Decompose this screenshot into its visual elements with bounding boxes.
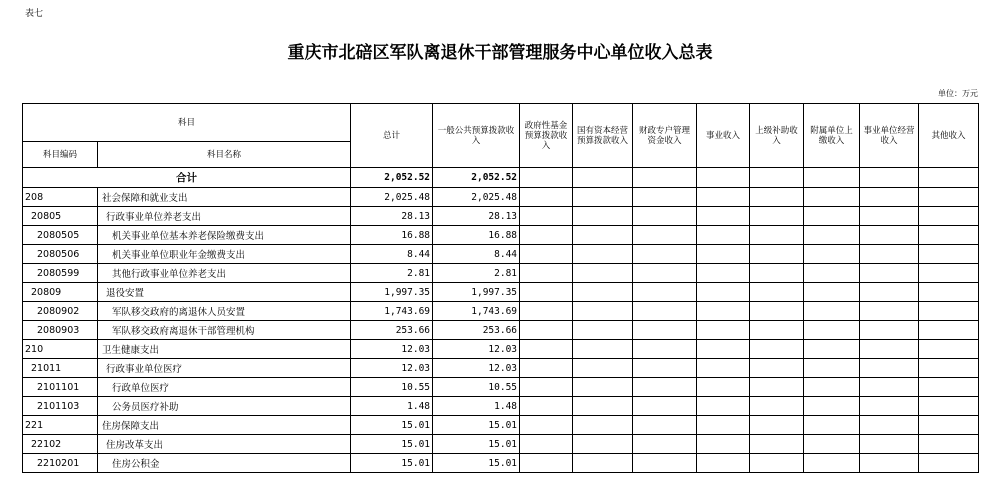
general-budget-value: 28.13 xyxy=(433,207,520,226)
empty-cell xyxy=(919,397,979,416)
empty-cell xyxy=(919,207,979,226)
empty-cell xyxy=(520,454,573,473)
empty-cell xyxy=(750,245,804,264)
table-row xyxy=(23,226,979,245)
empty-cell xyxy=(919,168,979,188)
empty-cell xyxy=(919,302,979,321)
table-row xyxy=(23,397,979,416)
empty-cell xyxy=(520,283,573,302)
empty-cell xyxy=(697,454,750,473)
empty-cell xyxy=(633,283,697,302)
general-budget-value: 16.88 xyxy=(433,226,520,245)
subject-name: 卫生健康支出 xyxy=(98,340,351,359)
subject-code: 2080902 xyxy=(23,302,98,321)
table-row xyxy=(23,435,979,454)
empty-cell xyxy=(860,207,919,226)
empty-cell xyxy=(750,264,804,283)
empty-cell xyxy=(573,207,633,226)
empty-cell xyxy=(860,168,919,188)
subject-code: 2080903 xyxy=(23,321,98,340)
empty-cell xyxy=(573,264,633,283)
total-value: 1,743.69 xyxy=(351,302,433,321)
empty-cell xyxy=(697,245,750,264)
empty-cell xyxy=(804,188,860,207)
empty-cell xyxy=(750,283,804,302)
empty-cell xyxy=(750,226,804,245)
empty-cell xyxy=(633,264,697,283)
empty-cell xyxy=(804,359,860,378)
total-value: 15.01 xyxy=(351,416,433,435)
empty-cell xyxy=(697,188,750,207)
header-general-budget: 一般公共预算拨款收入 xyxy=(433,104,520,168)
subject-code: 2080599 xyxy=(23,264,98,283)
empty-cell xyxy=(520,264,573,283)
header-gov-fund: 政府性基金预算拨款收入 xyxy=(520,104,573,168)
total-label: 合计 xyxy=(23,168,351,188)
header-total: 总计 xyxy=(351,104,433,168)
empty-cell xyxy=(919,321,979,340)
table-row xyxy=(23,416,979,435)
header-business: 事业收入 xyxy=(697,104,750,168)
empty-cell xyxy=(520,359,573,378)
subject-name: 公务员医疗补助 xyxy=(98,397,351,416)
empty-cell xyxy=(697,321,750,340)
empty-cell xyxy=(860,454,919,473)
empty-cell xyxy=(520,416,573,435)
empty-cell xyxy=(573,359,633,378)
general-budget-value: 15.01 xyxy=(433,435,520,454)
total-general: 2,052.52 xyxy=(433,168,520,188)
empty-cell xyxy=(804,397,860,416)
empty-cell xyxy=(750,378,804,397)
empty-cell xyxy=(860,397,919,416)
income-table xyxy=(22,103,979,473)
header-subject: 科目 xyxy=(23,104,351,142)
general-budget-value: 15.01 xyxy=(433,416,520,435)
subject-name: 其他行政事业单位养老支出 xyxy=(98,264,351,283)
empty-cell xyxy=(697,435,750,454)
total-row xyxy=(23,168,979,188)
empty-cell xyxy=(697,264,750,283)
empty-cell xyxy=(804,302,860,321)
empty-cell xyxy=(697,168,750,188)
empty-cell xyxy=(633,397,697,416)
empty-cell xyxy=(573,283,633,302)
table-row xyxy=(23,378,979,397)
empty-cell xyxy=(860,226,919,245)
empty-cell xyxy=(804,283,860,302)
empty-cell xyxy=(520,168,573,188)
subject-name: 行政事业单位养老支出 xyxy=(98,207,351,226)
header-superior-subsidy: 上级补助收入 xyxy=(750,104,804,168)
empty-cell xyxy=(804,226,860,245)
empty-cell xyxy=(633,340,697,359)
empty-cell xyxy=(804,454,860,473)
empty-cell xyxy=(860,264,919,283)
total-value: 1,997.35 xyxy=(351,283,433,302)
table-row xyxy=(23,321,979,340)
header-row-1 xyxy=(23,104,979,142)
total-value: 2,025.48 xyxy=(351,188,433,207)
empty-cell xyxy=(633,359,697,378)
total-value: 8.44 xyxy=(351,245,433,264)
empty-cell xyxy=(697,416,750,435)
empty-cell xyxy=(750,397,804,416)
empty-cell xyxy=(750,416,804,435)
empty-cell xyxy=(919,283,979,302)
empty-cell xyxy=(919,359,979,378)
empty-cell xyxy=(860,283,919,302)
header-code: 科目编码 xyxy=(23,142,98,168)
empty-cell xyxy=(750,207,804,226)
empty-cell xyxy=(860,188,919,207)
empty-cell xyxy=(750,454,804,473)
subject-code: 2080505 xyxy=(23,226,98,245)
subject-name: 行政单位医疗 xyxy=(98,378,351,397)
empty-cell xyxy=(860,245,919,264)
empty-cell xyxy=(860,435,919,454)
table-row xyxy=(23,302,979,321)
subject-name: 军队移交政府离退休干部管理机构 xyxy=(98,321,351,340)
empty-cell xyxy=(573,188,633,207)
empty-cell xyxy=(804,340,860,359)
empty-cell xyxy=(697,226,750,245)
subject-code: 210 xyxy=(23,340,98,359)
empty-cell xyxy=(860,340,919,359)
empty-cell xyxy=(520,226,573,245)
empty-cell xyxy=(919,340,979,359)
empty-cell xyxy=(697,340,750,359)
table-label: 表七 xyxy=(25,9,44,19)
header-special-fund: 财政专户管理资金收入 xyxy=(633,104,697,168)
total-value: 10.55 xyxy=(351,378,433,397)
general-budget-value: 2,025.48 xyxy=(433,188,520,207)
header-name: 科目名称 xyxy=(98,142,351,168)
empty-cell xyxy=(750,359,804,378)
empty-cell xyxy=(919,378,979,397)
general-budget-value: 10.55 xyxy=(433,378,520,397)
general-budget-value: 1,743.69 xyxy=(433,302,520,321)
empty-cell xyxy=(860,416,919,435)
page-title: 重庆市北碚区军队离退休干部管理服务中心单位收入总表 xyxy=(287,43,713,63)
empty-cell xyxy=(804,435,860,454)
general-budget-value: 2.81 xyxy=(433,264,520,283)
empty-cell xyxy=(804,321,860,340)
empty-cell xyxy=(750,321,804,340)
table-row xyxy=(23,188,979,207)
empty-cell xyxy=(804,168,860,188)
total-value: 1.48 xyxy=(351,397,433,416)
empty-cell xyxy=(573,378,633,397)
empty-cell xyxy=(919,226,979,245)
table-row xyxy=(23,340,979,359)
empty-cell xyxy=(573,435,633,454)
empty-cell xyxy=(520,397,573,416)
total-value: 12.03 xyxy=(351,340,433,359)
empty-cell xyxy=(573,416,633,435)
empty-cell xyxy=(697,397,750,416)
empty-cell xyxy=(860,378,919,397)
table-row xyxy=(23,359,979,378)
total-value: 12.03 xyxy=(351,359,433,378)
subject-code: 2080506 xyxy=(23,245,98,264)
empty-cell xyxy=(520,321,573,340)
empty-cell xyxy=(697,207,750,226)
subject-name: 退役安置 xyxy=(98,283,351,302)
subject-name: 机关事业单位基本养老保险缴费支出 xyxy=(98,226,351,245)
subject-code: 2101103 xyxy=(23,397,98,416)
subject-name: 住房公积金 xyxy=(98,454,351,473)
empty-cell xyxy=(919,454,979,473)
total-value: 253.66 xyxy=(351,321,433,340)
general-budget-value: 1.48 xyxy=(433,397,520,416)
header-operation: 事业单位经营收入 xyxy=(860,104,919,168)
subject-name: 住房改革支出 xyxy=(98,435,351,454)
general-budget-value: 8.44 xyxy=(433,245,520,264)
empty-cell xyxy=(520,378,573,397)
empty-cell xyxy=(919,416,979,435)
general-budget-value: 15.01 xyxy=(433,454,520,473)
subject-name: 社会保障和就业支出 xyxy=(98,188,351,207)
subject-code: 221 xyxy=(23,416,98,435)
empty-cell xyxy=(697,359,750,378)
empty-cell xyxy=(804,245,860,264)
empty-cell xyxy=(573,302,633,321)
empty-cell xyxy=(633,245,697,264)
empty-cell xyxy=(520,302,573,321)
empty-cell xyxy=(633,207,697,226)
empty-cell xyxy=(573,397,633,416)
empty-cell xyxy=(860,321,919,340)
empty-cell xyxy=(633,188,697,207)
unit-label: 单位：万元 xyxy=(938,89,978,98)
general-budget-value: 12.03 xyxy=(433,359,520,378)
empty-cell xyxy=(633,454,697,473)
empty-cell xyxy=(573,226,633,245)
header-state-capital: 国有资本经营预算拨款收入 xyxy=(573,104,633,168)
empty-cell xyxy=(860,302,919,321)
total-value: 28.13 xyxy=(351,207,433,226)
empty-cell xyxy=(750,188,804,207)
empty-cell xyxy=(919,188,979,207)
subject-code: 20809 xyxy=(23,283,98,302)
empty-cell xyxy=(804,207,860,226)
header-other: 其他收入 xyxy=(919,104,979,168)
subject-code: 21011 xyxy=(23,359,98,378)
empty-cell xyxy=(697,283,750,302)
empty-cell xyxy=(573,321,633,340)
empty-cell xyxy=(633,435,697,454)
empty-cell xyxy=(919,245,979,264)
general-budget-value: 253.66 xyxy=(433,321,520,340)
empty-cell xyxy=(750,168,804,188)
empty-cell xyxy=(520,435,573,454)
subject-name: 行政事业单位医疗 xyxy=(98,359,351,378)
subject-name: 住房保障支出 xyxy=(98,416,351,435)
empty-cell xyxy=(633,226,697,245)
empty-cell xyxy=(750,302,804,321)
subject-code: 20805 xyxy=(23,207,98,226)
empty-cell xyxy=(750,340,804,359)
empty-cell xyxy=(697,378,750,397)
empty-cell xyxy=(520,188,573,207)
header-affiliated: 附属单位上缴收入 xyxy=(804,104,860,168)
empty-cell xyxy=(919,264,979,283)
table-row xyxy=(23,207,979,226)
empty-cell xyxy=(633,378,697,397)
empty-cell xyxy=(804,416,860,435)
general-budget-value: 1,997.35 xyxy=(433,283,520,302)
empty-cell xyxy=(633,321,697,340)
empty-cell xyxy=(750,435,804,454)
total-value: 16.88 xyxy=(351,226,433,245)
subject-code: 2101101 xyxy=(23,378,98,397)
table-row xyxy=(23,454,979,473)
empty-cell xyxy=(919,435,979,454)
empty-cell xyxy=(573,245,633,264)
total-value: 2.81 xyxy=(351,264,433,283)
subject-code: 208 xyxy=(23,188,98,207)
empty-cell xyxy=(573,454,633,473)
subject-name: 军队移交政府的离退休人员安置 xyxy=(98,302,351,321)
empty-cell xyxy=(633,302,697,321)
empty-cell xyxy=(633,168,697,188)
empty-cell xyxy=(573,168,633,188)
subject-name: 机关事业单位职业年金缴费支出 xyxy=(98,245,351,264)
empty-cell xyxy=(520,207,573,226)
empty-cell xyxy=(573,340,633,359)
subject-code: 22102 xyxy=(23,435,98,454)
empty-cell xyxy=(804,264,860,283)
empty-cell xyxy=(697,302,750,321)
total-total: 2,052.52 xyxy=(351,168,433,188)
empty-cell xyxy=(520,340,573,359)
table-row xyxy=(23,283,979,302)
total-value: 15.01 xyxy=(351,454,433,473)
table-row xyxy=(23,245,979,264)
table-row xyxy=(23,264,979,283)
empty-cell xyxy=(520,245,573,264)
empty-cell xyxy=(804,378,860,397)
subject-code: 2210201 xyxy=(23,454,98,473)
general-budget-value: 12.03 xyxy=(433,340,520,359)
empty-cell xyxy=(633,416,697,435)
total-value: 15.01 xyxy=(351,435,433,454)
empty-cell xyxy=(860,359,919,378)
